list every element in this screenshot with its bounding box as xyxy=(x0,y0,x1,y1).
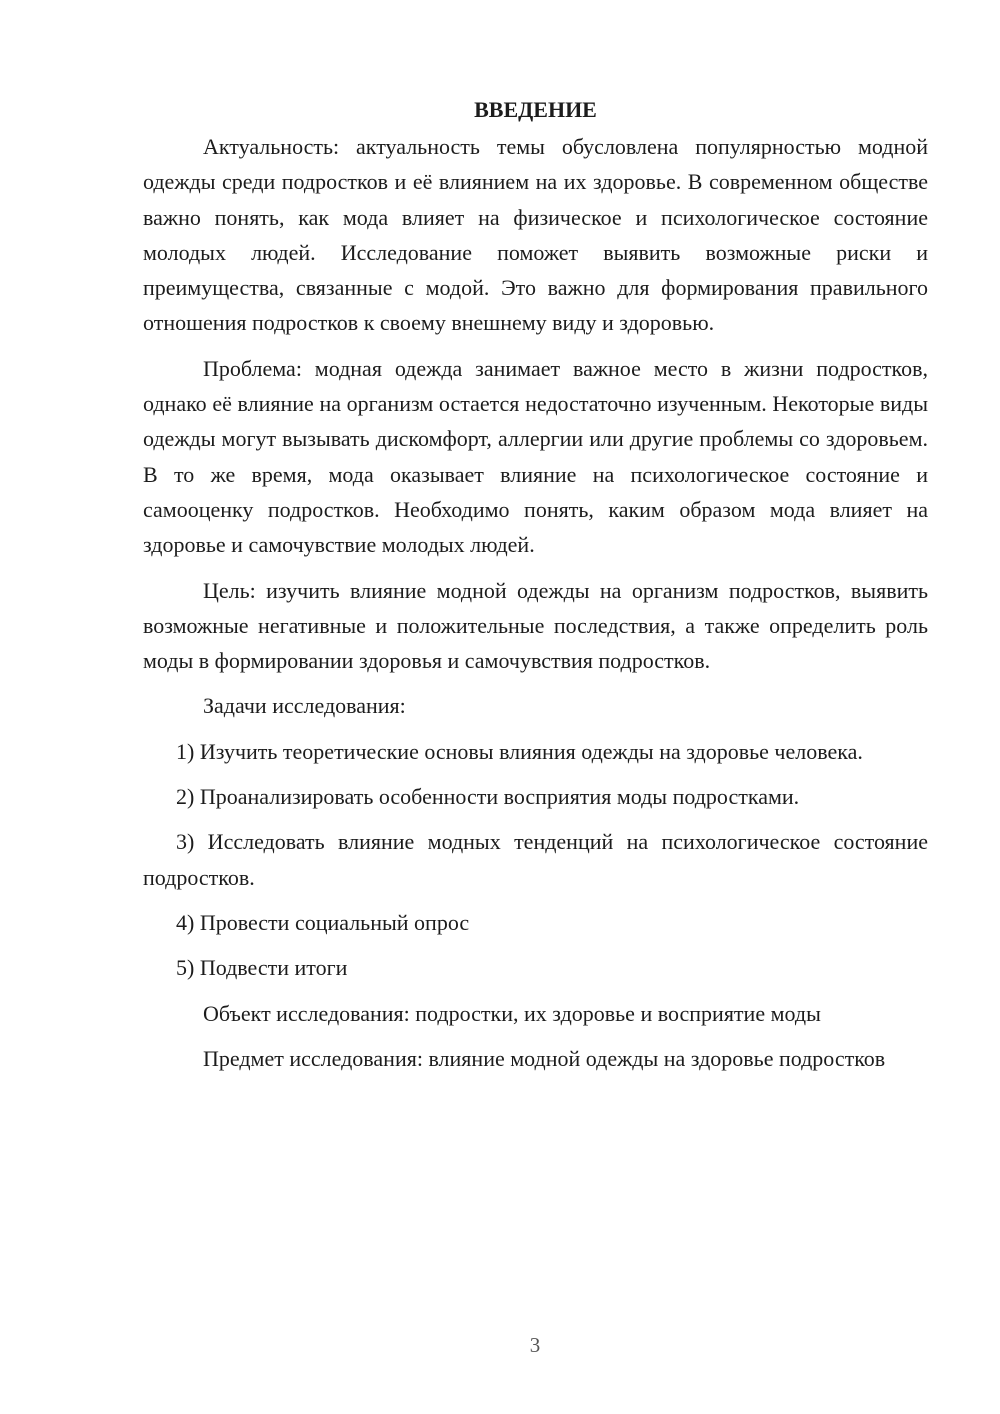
goal-paragraph: Цель: изучить влияние модной одежды на организм подростков, выявить возможные негативные и положительные последствия, а также определить роль моды в формировании здоровья и самочувствия подростков. xyxy=(143,577,928,674)
page-number: 3 xyxy=(529,1333,541,1357)
tasks-heading: Задачи исследования: xyxy=(203,693,406,719)
task-item: 4) Провести социальный опрос xyxy=(176,909,470,935)
research-object-paragraph: Объект исследования: подростки, их здоровье и восприятие моды xyxy=(203,1000,821,1026)
problem-paragraph: Проблема: модная одежда занимает важное место в жизни подростков, однако её влияние на организм остается недостаточно изученным. Некоторые виды одежды могут вызывать дискомфорт, аллергии или другие проблемы со здоровьем. В то же время, мода оказывает влияние на психологическое состояние и самооценку подростков. Необходимо понять, каким образом мода влияет на здоровье и самочувствие молодых людей. xyxy=(143,355,928,558)
task-item: 3) Исследовать влияние модных тенденций на психологическое состояние подростков. xyxy=(143,829,928,890)
document-page xyxy=(143,92,928,1086)
task-item: 2) Проанализировать особенности восприятия моды подростками. xyxy=(176,784,800,810)
task-item: 5) Подвести итоги xyxy=(176,955,348,981)
relevance-paragraph: Актуальность: актуальность темы обусловлена популярностью модной одежды среди подростков и её влиянием на их здоровье. В современном обществе важно понять, как мода влияет на физическое и психологическое состояние молодых людей. Исследование поможет выявить возможные риски и преимущества, связанные с модой. Это важно для формирования правильного отношения подростков к своему внешнему виду и здоровью. xyxy=(143,134,928,336)
task-item: 1) Изучить теоретические основы влияния одежды на здоровье человека. xyxy=(176,738,863,764)
section-title: ВВЕДЕНИЕ xyxy=(474,97,597,122)
research-subject-paragraph: Предмет исследования: влияние модной одежды на здоровье подростков xyxy=(203,1045,886,1071)
